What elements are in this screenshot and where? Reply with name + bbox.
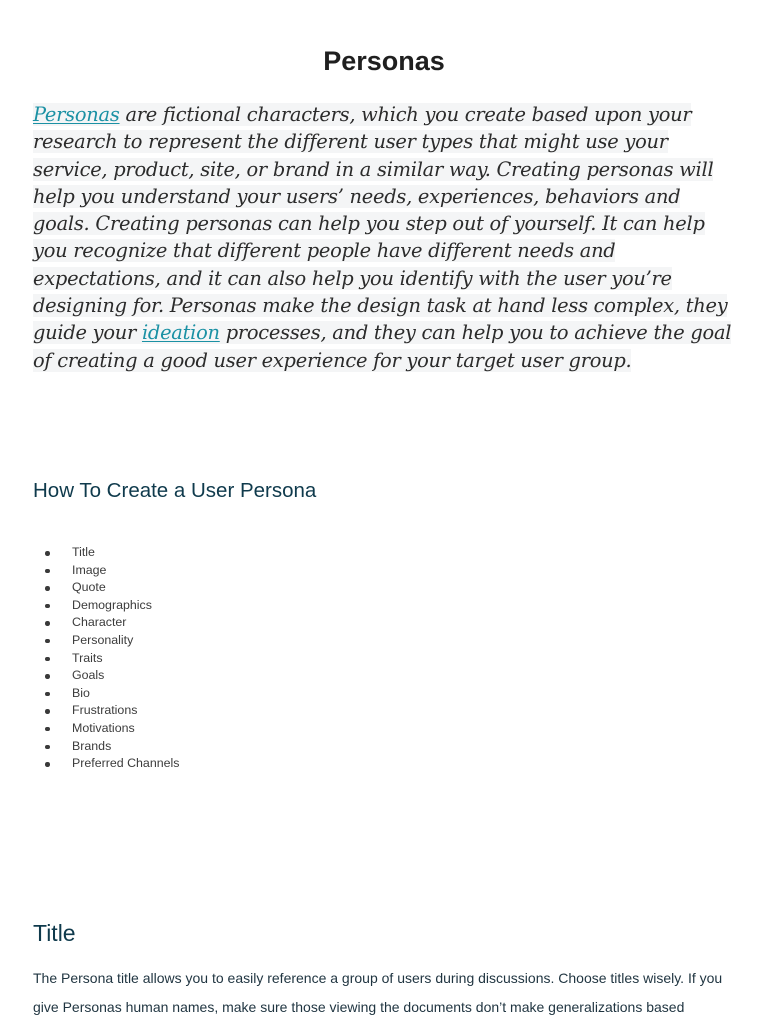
bullet-icon: [45, 586, 50, 591]
list-item-label: Brands: [72, 738, 112, 753]
bullet-icon: [45, 551, 50, 556]
list-item-label: Bio: [72, 685, 90, 700]
list-item: [33, 667, 179, 685]
personas-link[interactable]: Personas: [33, 103, 120, 126]
list-item: [33, 597, 179, 615]
list-item-label: Goals: [72, 668, 105, 683]
list-item-label: Character: [72, 615, 127, 630]
page-title: Personas: [323, 46, 445, 76]
bullet-icon: [45, 692, 50, 697]
list-item: [33, 702, 179, 720]
list-item: [33, 579, 179, 597]
list-item: [33, 685, 179, 703]
bullet-icon: [45, 727, 50, 732]
list-item: [33, 562, 179, 580]
bullet-icon: [45, 569, 50, 574]
list-item: [33, 720, 179, 738]
title-section-body: The Persona title allows you to easily reference a group of users during discussions. Choose titles wisely. If you give Personas human names, make sure those viewing the documents don’t make generalizations based: [33, 970, 723, 1015]
list-item: [33, 738, 179, 756]
bullet-icon: [45, 604, 50, 609]
bullet-icon: [45, 674, 50, 679]
intro-paragraph: [33, 101, 738, 374]
list-item: [33, 650, 179, 668]
list-item-label: Title: [72, 545, 95, 559]
list-item: [33, 614, 179, 632]
bullet-icon: [45, 639, 50, 644]
list-item-label: Motivations: [72, 720, 135, 735]
list-item-label: Frustrations: [72, 703, 138, 718]
persona-elements-list: [33, 544, 179, 773]
list-item-label: Quote: [72, 580, 106, 595]
bullet-icon: [45, 745, 50, 750]
intro-text-part2: processes, and they can help you to achieve the goal of creating a good user experience for your target user group.: [33, 321, 732, 372]
intro-text-part1: are fictional characters, which you create based upon your research to represent the different user types that might use your service, product, site, or brand in a similar way. Creating personas will help you understand your users’ needs, experiences, behaviors and goals. Creating personas can help you step out of yourself. It can help you recognize that different people have different needs and expectations, and it can also help you identify with the user you’re designing for. Personas make the design task at hand less complex, they guide your: [33, 103, 728, 345]
list-item: [33, 544, 179, 562]
bullet-icon: [45, 621, 50, 626]
list-item-label: Image: [72, 562, 107, 577]
bullet-icon: [45, 657, 50, 662]
list-item-label: Traits: [72, 650, 103, 665]
bullet-icon: [45, 762, 50, 767]
intro-highlight: [33, 103, 731, 372]
title-section-heading: Title: [33, 920, 76, 946]
ideation-link[interactable]: ideation: [141, 321, 220, 345]
list-item: [33, 632, 179, 650]
how-to-heading: How To Create a User Persona: [33, 479, 317, 502]
list-item-label: Personality: [72, 632, 134, 647]
bullet-icon: [45, 709, 50, 714]
list-item-label: Demographics: [72, 597, 152, 612]
list-item: [33, 755, 179, 773]
list-item-label: Preferred Channels: [72, 756, 180, 771]
